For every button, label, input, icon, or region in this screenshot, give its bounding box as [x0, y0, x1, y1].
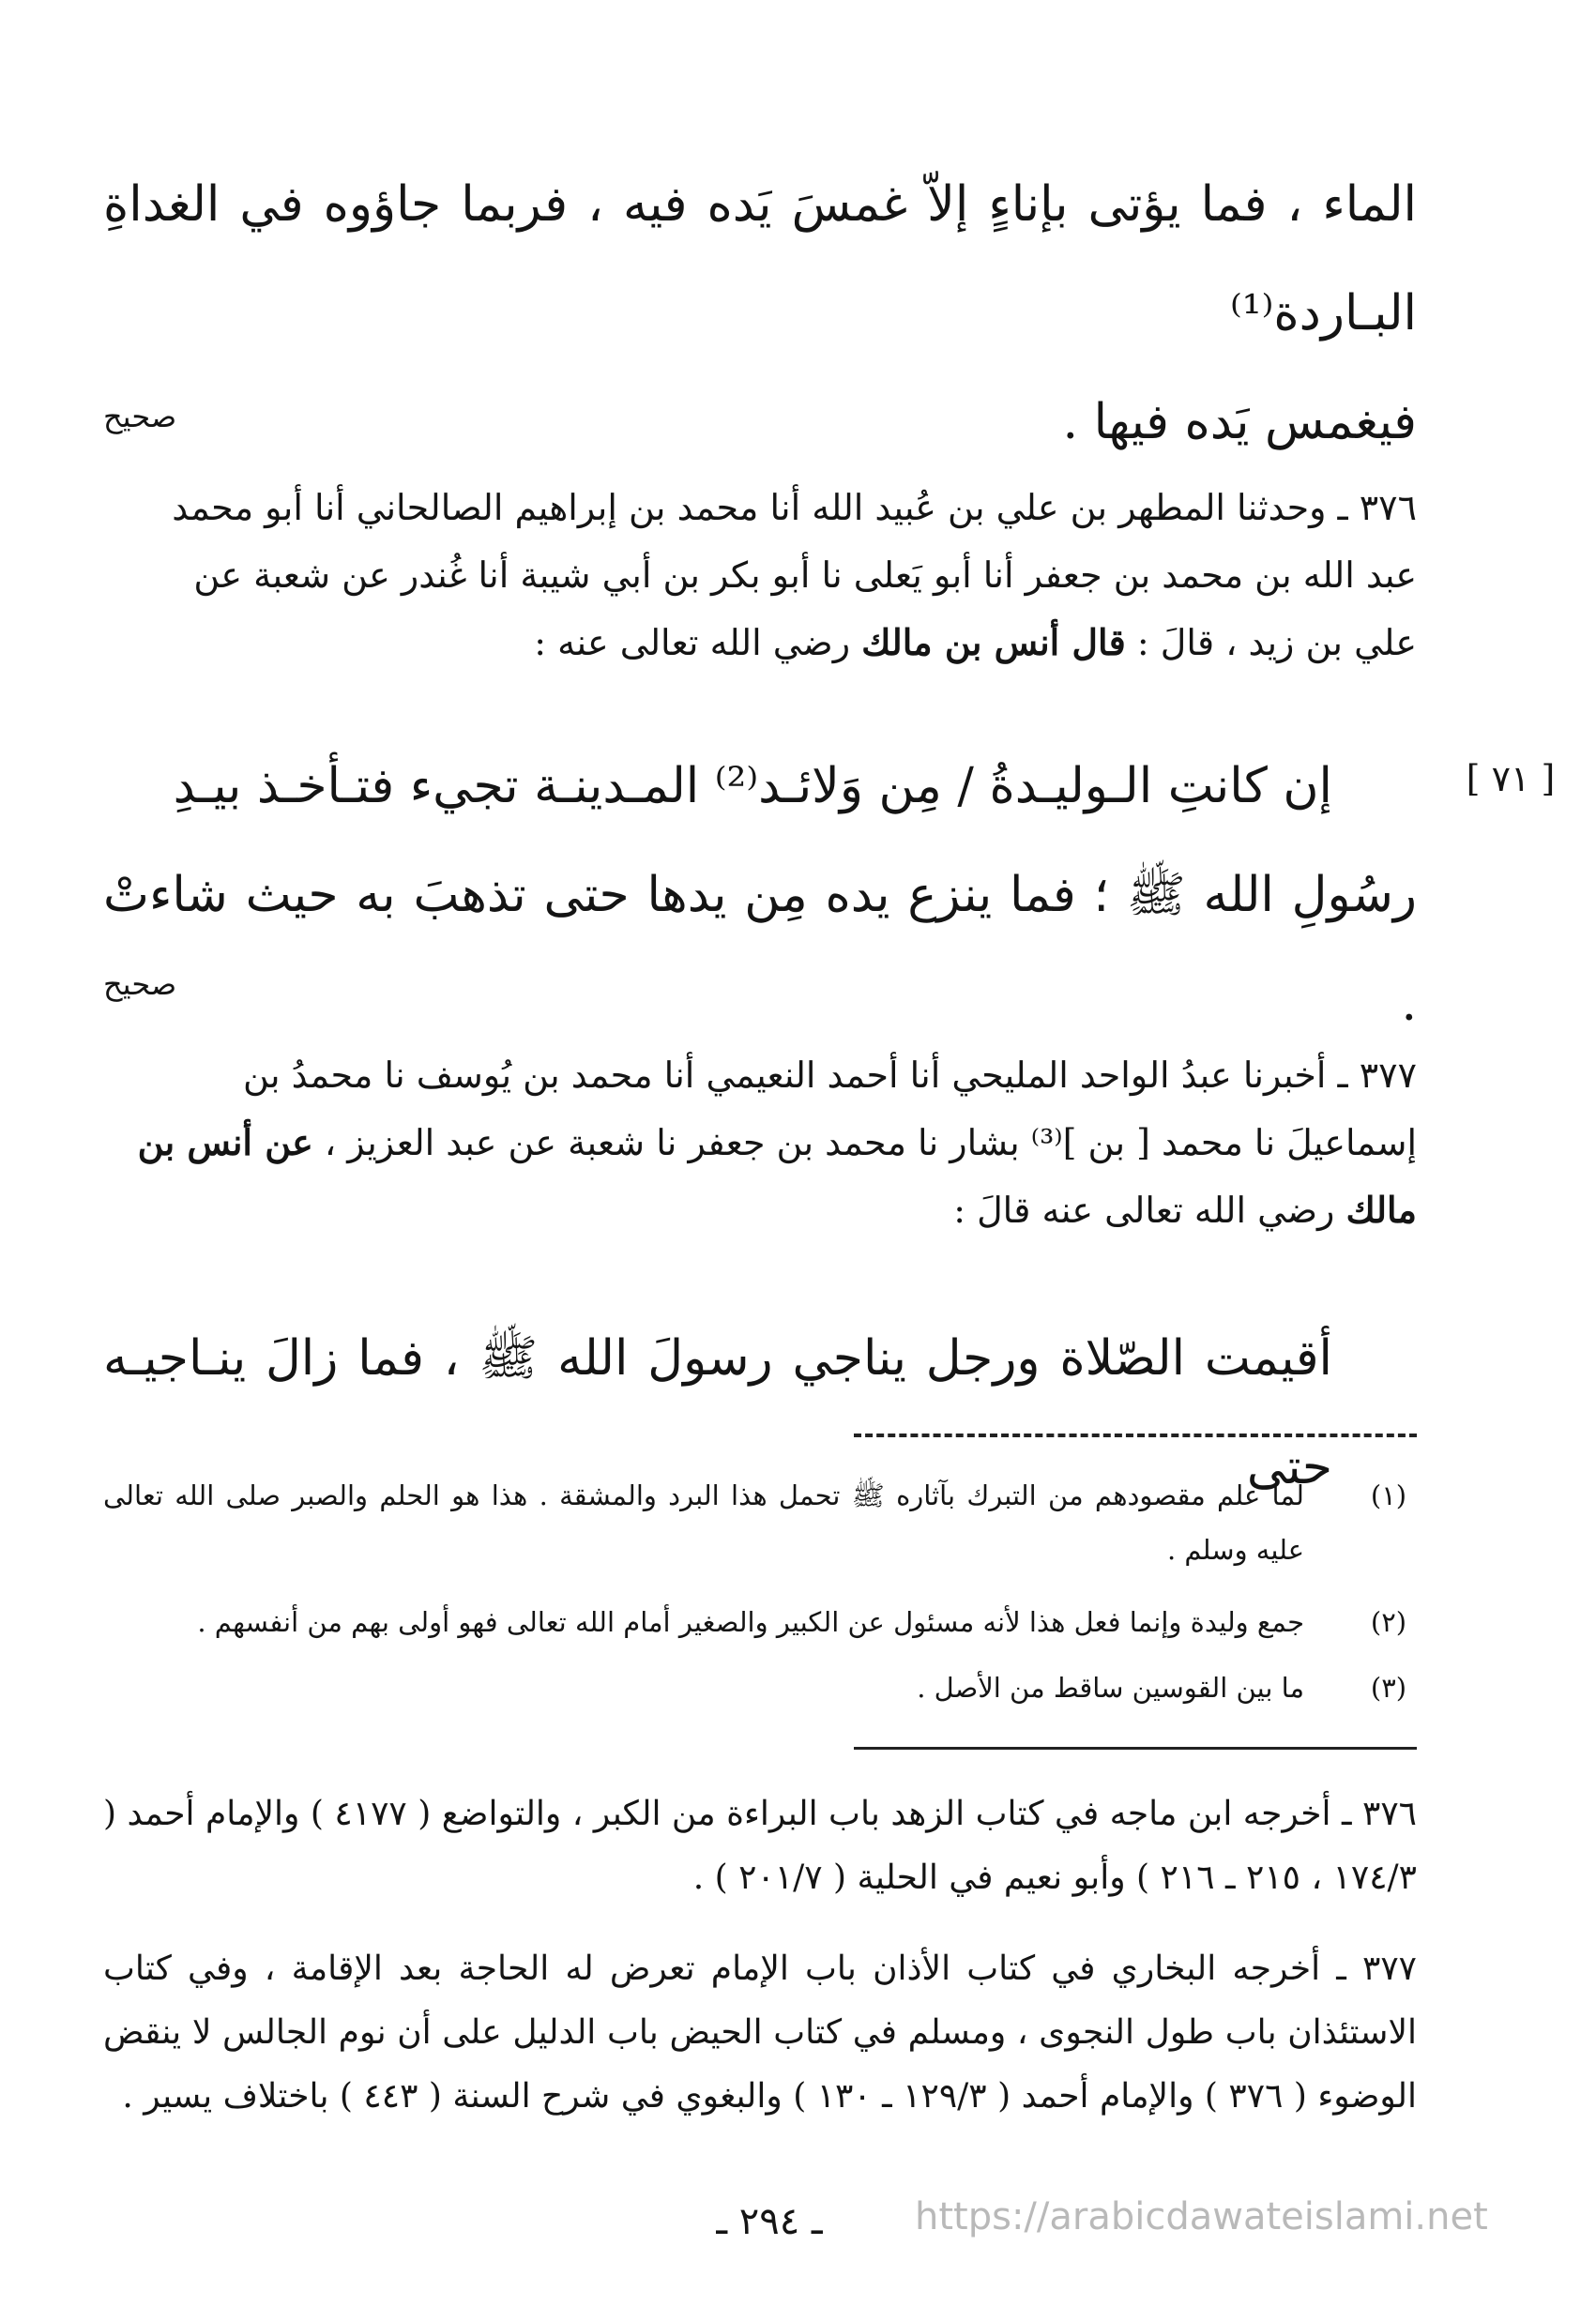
grade-label: صحيح [103, 399, 177, 434]
isnad-text: رضي الله تعالى عنه : [534, 622, 862, 663]
hadith-line: فيغمس يَده فيها . [1062, 394, 1417, 450]
isnad-376 [103, 474, 1417, 676]
footnote-text: جمع وليدة وإنما فعل هذا لأنه مسئول عن الكبير والصغير أمام الله تعالى فهو أولى بهم من أنفسهم . [197, 1606, 1304, 1638]
matn-line: رسُولِ الله ﷺ ؛ فما ينزع يده مِن يدها حتى تذهبَ به حيث شاءتْ . [103, 867, 1417, 1032]
isnad-text: إسماعيلَ نا محمد [ بن ]⁽³⁾ بشار نا محمد بن جعفر نا شعبة عن عبد العزيز ، [312, 1122, 1417, 1163]
isnad-text: علي بن زيد ، قالَ : [1125, 622, 1417, 663]
isnad-line: عبد الله بن محمد بن جعفر أنا أبو يَعلى نا أبو بكر بن أبي شيبة أنا غُندر عن شعبة عن [193, 554, 1417, 596]
footnote-text: لما علم مقصودهم من التبرك بآثاره ﷺ تحمل هذا البرد والمشقة . هذا هو الحلم والصبر صلى الله تعالى عليه وسلم . [103, 1479, 1304, 1566]
footnote-number: (٢) [1370, 1606, 1407, 1638]
footnote-number: (١) [1370, 1479, 1407, 1511]
matn-line: أقيمت الصّلاة ورجل يناجي رسولَ الله ﷺ ، فما زالَ ينـاجيـه حتى [103, 1330, 1332, 1495]
matn-line: إن كانتِ الـوليـدةُ / مِن وَلائـد⁽²⁾ المـدينـة تجيء فتـأخـذ بيـدِ [173, 758, 1332, 814]
isnad-line [103, 1109, 1417, 1176]
hadith-line: الماء ، فما يؤتى بإناءٍ إلاّ غمسَ يَده فيه ، فربما جاؤوه في الغداةِ البـاردة⁽¹⁾ [103, 176, 1417, 341]
footnote [103, 1661, 1417, 1715]
narrator-name: عن أنس بن [137, 1121, 313, 1163]
takhrij-separator [854, 1747, 1417, 1750]
takhrij-377: ٣٧٧ ـ أخرجه البخاري في كتاب الأذان باب الإمام تعرض له الحاجة بعد الإقامة ، وفي كتاب الاستئذان باب طول النجوى ، ومسلم في كتاب الحيض باب الدليل على أن نوم الجالس لا ينقض الوضوء ( ٣٧٦ ) والإمام أحمد ( ١٢٩/٣ ـ ١٣٠ ) والبغوي في شرح السنة ( ٤٤٣ ) باختلاف يسير . [103, 1949, 1417, 2116]
isnad-line: ٣٧٦ ـ وحدثنا المطهر بن علي بن عُبيد الله أنا محمد بن إبراهيم الصالحاني أنا أبو محمد [172, 487, 1417, 528]
isnad-line [103, 609, 1417, 676]
grade-label: صحيح [103, 966, 177, 1002]
footnote-separator [854, 1434, 1417, 1437]
isnad-377 [103, 1041, 1417, 1244]
narrator-name: مالك [1345, 1189, 1417, 1231]
narrator-name: قال أنس بن مالك [861, 621, 1126, 663]
footnote [103, 1468, 1417, 1577]
page-number: ـ ٢٩٤ ـ [716, 2200, 823, 2243]
margin-reference: [ ٧١ ] [1466, 758, 1556, 799]
watermark: https://arabicdawateislami.net [915, 2195, 1488, 2238]
footnote-number: (٣) [1370, 1672, 1407, 1704]
isnad-line [103, 1176, 1417, 1244]
matn-376 [103, 732, 1417, 1058]
hadith-continuation [103, 150, 1417, 477]
footnote-text: ما بين القوسين ساقط من الأصل . [917, 1672, 1304, 1704]
footnote [103, 1595, 1417, 1649]
takhrij-376: ٣٧٦ ـ أخرجه ابن ماجه في كتاب الزهد باب البراءة من الكبر ، والتواضع ( ٤١٧٧ ) والإمام أحمد ( ١٧٤/٣ ، ٢١٥ ـ ٢١٦ ) وأبو نعيم في الحلية ( ٢٠١/٧ ) . [103, 1795, 1417, 1897]
isnad-line: ٣٧٧ ـ أخبرنا عبدُ الواحد المليحي أنا أحمد النعيمي أنا محمد بن يُوسف نا محمدُ بن [243, 1054, 1417, 1096]
isnad-text: رضي الله تعالى عنه قالَ : [953, 1190, 1346, 1231]
